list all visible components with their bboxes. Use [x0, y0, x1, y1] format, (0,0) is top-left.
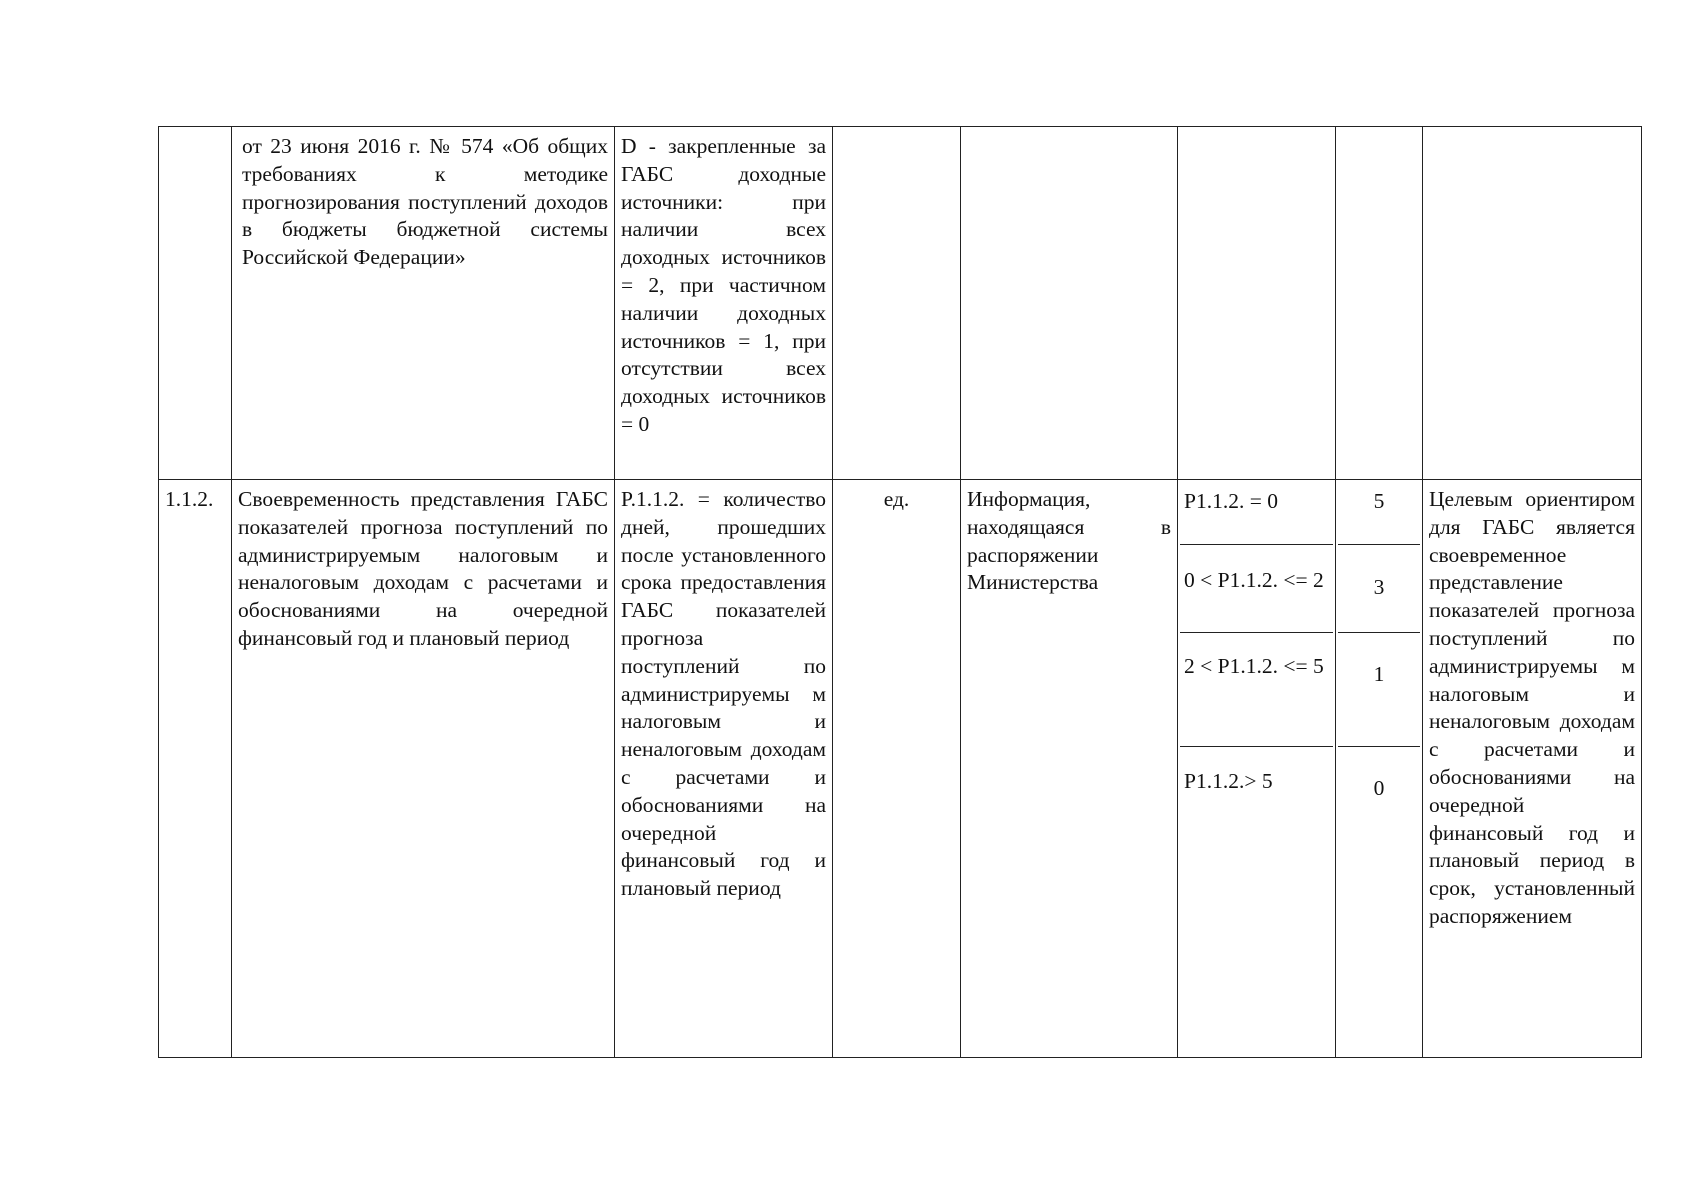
- indicator-number: [159, 127, 232, 480]
- indicator-criteria: [1178, 127, 1336, 480]
- points-divider: [1338, 544, 1420, 545]
- criteria-value: P1.1.2.> 5: [1184, 769, 1273, 793]
- indicator-comment: Целевым ориентиром для ГАБС является своевременное представление показателей прогноза поступлений по администрируемы м налоговым и неналоговым доходам с расчетами и обоснованиями на очередной финансовый год и плановый период в срок, установленный распоряжением: [1423, 480, 1642, 1058]
- points-value: 3: [1373, 575, 1385, 599]
- criteria-value: P1.1.2. = 0: [1184, 489, 1278, 513]
- table-row: [159, 480, 1642, 1058]
- criteria-divider: [1180, 544, 1333, 545]
- indicator-unit: [833, 127, 961, 480]
- indicator-number: 1.1.2.: [159, 480, 232, 1058]
- points-divider: [1338, 746, 1420, 747]
- table-row: [159, 127, 1642, 480]
- indicator-points: [1336, 480, 1423, 1058]
- indicator-criteria: [1178, 480, 1336, 1058]
- indicator-name: Своевременность представления ГАБС показателей прогноза поступлений по администрируемым налоговым и неналоговым доходам с расчетами и обоснованиями на очередной финансовый год и плановый период: [232, 480, 615, 1058]
- points-value: 0: [1373, 776, 1385, 800]
- indicator-formula: D - закрепленные за ГАБС доходные источники: при наличии всех доходных источников = 2, при частичном наличии доходных источников = 1, при отсутствии всех доходных источников = 0: [615, 127, 833, 480]
- indicator-name: от 23 июня 2016 г. № 574 «Об общих требованиях к методике прогнозирования поступлений доходов в бюджеты бюджетной системы Российской Федерации»: [232, 127, 615, 480]
- indicators-table: [158, 126, 1642, 1058]
- points-value: 5: [1373, 489, 1385, 513]
- indicator-comment: [1423, 127, 1642, 480]
- points-value: 1: [1373, 662, 1385, 686]
- indicator-source: [961, 127, 1178, 480]
- criteria-value: 2 < P1.1.2. <= 5: [1184, 654, 1324, 678]
- indicator-source: Информация, находящаяся в распоряжении Министерства: [961, 480, 1178, 1058]
- criteria-divider: [1180, 632, 1333, 633]
- indicator-formula: P.1.1.2. = количество дней, прошедших после установленного срока предоставления ГАБС показателей прогноза поступлений по администрируемы м налоговым и неналоговым доходам с расчетами и обоснованиями на очередной финансовый год и плановый период: [615, 480, 833, 1058]
- indicator-unit: ед.: [833, 480, 961, 1058]
- indicator-points: [1336, 127, 1423, 480]
- points-divider: [1338, 632, 1420, 633]
- criteria-value: 0 < P1.1.2. <= 2: [1184, 568, 1324, 592]
- criteria-divider: [1180, 746, 1333, 747]
